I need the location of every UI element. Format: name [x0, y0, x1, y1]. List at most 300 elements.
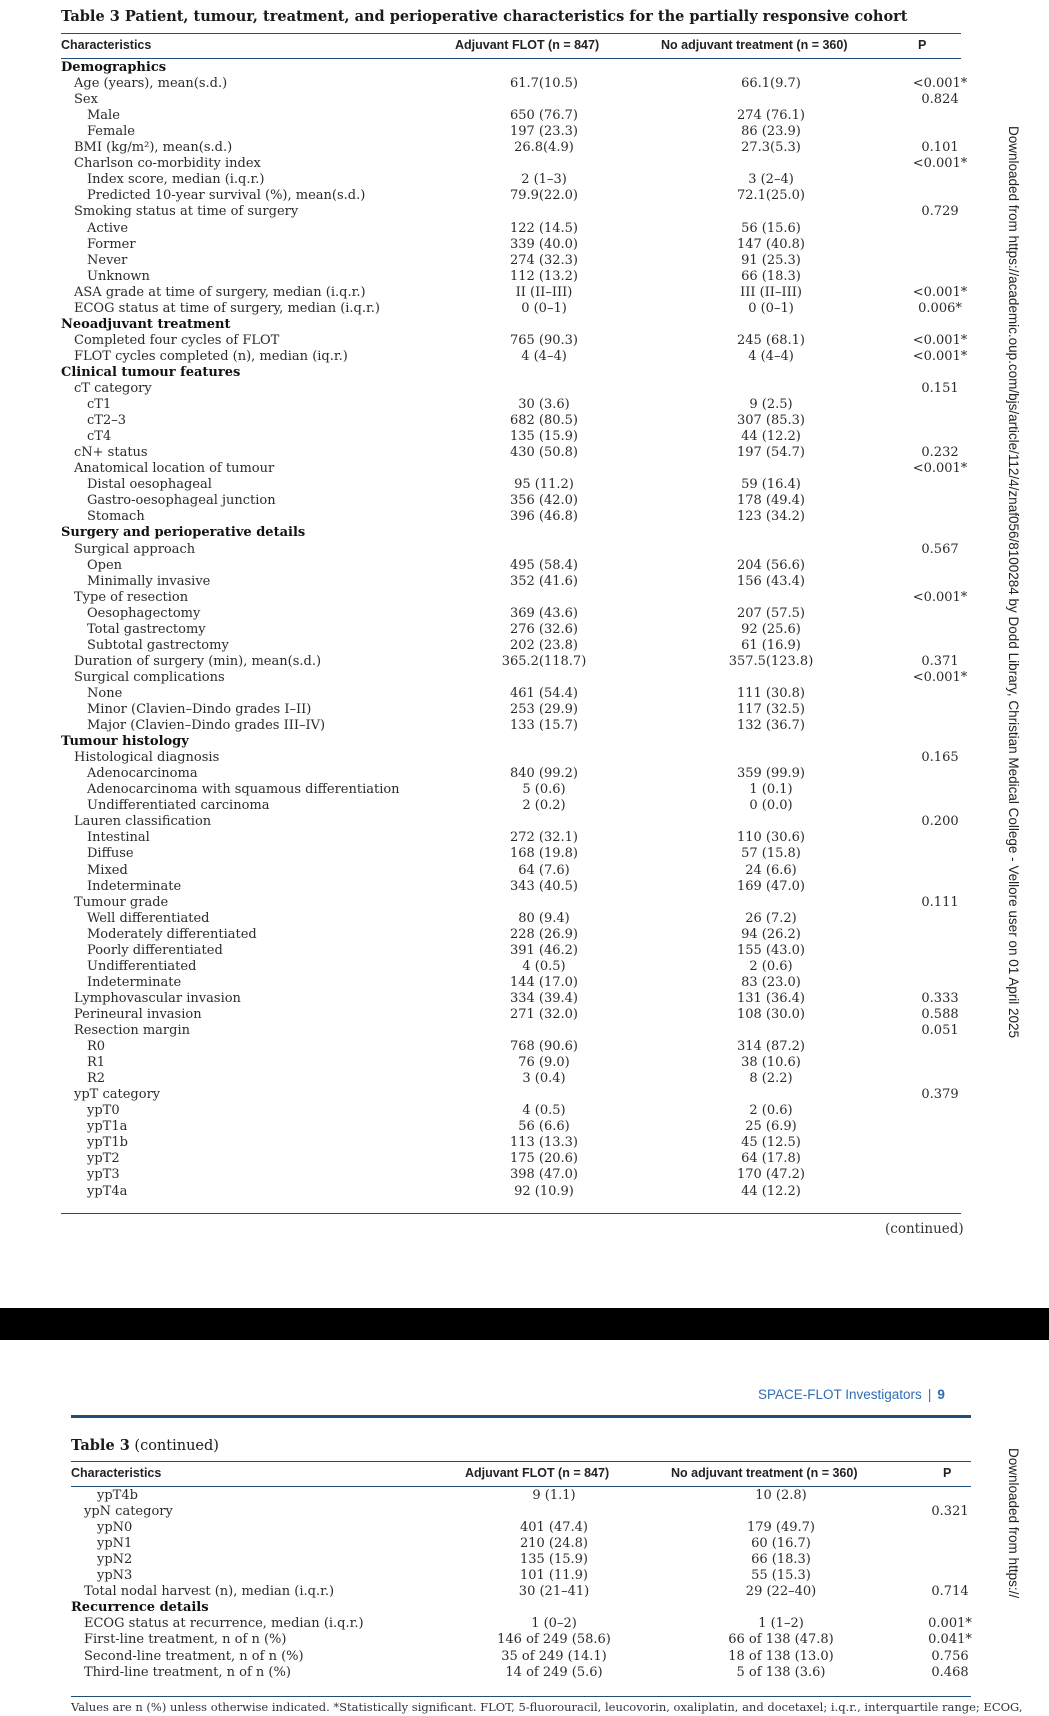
- table-row: [0, 943, 1049, 959]
- flot-value: 276 (32.6): [509, 621, 579, 637]
- flot-value: 113 (13.3): [509, 1135, 579, 1151]
- row-label: Major (Clavien–Dindo grades III–IV): [87, 718, 326, 734]
- p-value: 0.756: [931, 1648, 969, 1664]
- table-row: [0, 92, 1049, 108]
- no-adjuvant-value: 66 of 138 (47.8): [728, 1632, 834, 1648]
- flot-value: 30 (3.6): [518, 397, 570, 413]
- row-label: Perineural invasion: [74, 1006, 202, 1022]
- flot-value: 228 (26.9): [509, 926, 579, 942]
- flot-value: 135 (15.9): [509, 429, 579, 445]
- table-row: [0, 1087, 1049, 1103]
- row-label: Resection margin: [74, 1023, 190, 1038]
- table-title: Table 3 Patient, tumour, treatment, and perioperative characteristics for the partially responsive cohort: [61, 8, 908, 25]
- section-heading-row: [0, 365, 1049, 381]
- table-row: [0, 1504, 1049, 1520]
- row-label: Poorly differentiated: [87, 942, 223, 958]
- no-adjuvant-value: 3 (2–4): [748, 172, 794, 188]
- row-label: Lymphovascular invasion: [74, 990, 241, 1006]
- row-label: Third-line treatment, n of n (%): [84, 1664, 291, 1680]
- flot-value: 197 (23.3): [509, 124, 579, 140]
- table-row: [0, 477, 1049, 493]
- table-row: [0, 959, 1049, 975]
- p-value: 0.567: [921, 541, 959, 557]
- row-label: Indeterminate: [87, 974, 182, 990]
- no-adjuvant-value: 59 (16.4): [741, 477, 801, 493]
- table-row: [0, 1568, 1049, 1584]
- table-row: [0, 863, 1049, 879]
- p-value: 0.714: [931, 1584, 969, 1600]
- table-row: [0, 1632, 1049, 1648]
- no-adjuvant-value: 2 (0.6): [749, 958, 793, 974]
- no-adjuvant-value: 179 (49.7): [746, 1520, 816, 1536]
- flot-value: 92 (10.9): [514, 1183, 574, 1199]
- no-adjuvant-value: 169 (47.0): [736, 878, 806, 894]
- row-label: Subtotal gastrectomy: [87, 637, 229, 653]
- row-label: ypT3: [87, 1167, 120, 1183]
- no-adjuvant-value: 18 of 138 (13.0): [728, 1648, 834, 1664]
- table-row: [0, 445, 1049, 461]
- row-label: cT2–3: [87, 413, 126, 429]
- table-row: [0, 381, 1049, 397]
- row-label: Undifferentiated carcinoma: [87, 798, 270, 814]
- p-value: 0.333: [921, 990, 959, 1006]
- p-value: 0.200: [921, 814, 959, 830]
- flot-value: 56 (6.6): [518, 1119, 570, 1135]
- flot-value: 168 (19.8): [509, 846, 579, 862]
- table-row: [0, 124, 1049, 140]
- no-adjuvant-value: 147 (40.8): [736, 236, 806, 252]
- flot-value: 682 (80.5): [509, 413, 579, 429]
- no-adjuvant-value: 61 (16.9): [741, 637, 801, 653]
- no-adjuvant-value: 0 (0–1): [748, 300, 794, 316]
- p-value: <0.001*: [912, 156, 968, 172]
- flot-value: 4 (0.5): [522, 958, 566, 974]
- no-adjuvant-value: 123 (34.2): [736, 509, 806, 525]
- table-row: [0, 750, 1049, 766]
- row-label: ypT1b: [87, 1135, 128, 1151]
- table-row: [0, 879, 1049, 895]
- table-bottom-rule: [61, 1213, 961, 1214]
- table-row: [0, 509, 1049, 525]
- table-row: [0, 413, 1049, 429]
- table-row: [0, 895, 1049, 911]
- row-label: ypN3: [97, 1568, 133, 1584]
- flot-value: 339 (40.0): [509, 236, 579, 252]
- flot-value: 430 (50.8): [509, 445, 579, 461]
- no-adjuvant-value: 56 (15.6): [741, 220, 801, 236]
- table-row: [0, 830, 1049, 846]
- row-label: ypT4a: [87, 1183, 128, 1199]
- row-label: Well differentiated: [87, 910, 210, 926]
- flot-value: 135 (15.9): [519, 1552, 589, 1568]
- table-row: [0, 846, 1049, 862]
- no-adjuvant-value: 86 (23.9): [741, 124, 801, 140]
- no-adjuvant-value: 156 (43.4): [736, 573, 806, 589]
- flot-value: 2 (0.2): [522, 798, 566, 814]
- table-row: [0, 76, 1049, 92]
- no-adjuvant-value: 108 (30.0): [736, 1006, 806, 1022]
- row-label: Undifferentiated: [87, 958, 197, 974]
- row-label: Anatomical location of tumour: [74, 461, 275, 477]
- table-row: [0, 285, 1049, 301]
- table-row: [0, 606, 1049, 622]
- flot-value: 253 (29.9): [509, 702, 579, 717]
- running-head-title: SPACE-FLOT Investigators: [758, 1387, 922, 1402]
- p-value: <0.001*: [912, 284, 968, 300]
- row-label: Never: [87, 252, 128, 268]
- table-bottom-rule-2: [71, 1696, 971, 1697]
- p-value: <0.001*: [912, 461, 968, 477]
- row-label: Charlson co-morbidity index: [74, 156, 261, 172]
- table-row: [0, 686, 1049, 702]
- row-label: Index score, median (i.q.r.): [87, 172, 265, 188]
- no-adjuvant-value: 83 (23.0): [741, 974, 801, 990]
- table-row: [0, 782, 1049, 798]
- table-row: [0, 718, 1049, 734]
- table-row: [0, 975, 1049, 991]
- row-label: Distal oesophageal: [87, 477, 212, 493]
- no-adjuvant-value: 2 (0.6): [749, 1103, 793, 1119]
- no-adjuvant-value: 55 (15.3): [751, 1568, 811, 1584]
- table-row: [0, 1039, 1049, 1055]
- row-label: Surgical complications: [74, 669, 225, 685]
- row-label: Age (years), mean(s.d.): [74, 76, 228, 92]
- flot-value: 650 (76.7): [509, 108, 579, 124]
- no-adjuvant-value: 178 (49.4): [736, 493, 806, 509]
- row-label: Completed four cycles of FLOT: [74, 332, 280, 348]
- p-value: <0.001*: [912, 348, 968, 364]
- no-adjuvant-value: 359 (99.9): [736, 766, 806, 782]
- flot-value: 9 (1.1): [532, 1488, 576, 1503]
- table-top-rule: [61, 33, 961, 34]
- flot-value: 4 (0.5): [522, 1103, 566, 1119]
- table-row: [0, 1135, 1049, 1151]
- p-value: 0.101: [921, 140, 959, 156]
- flot-value: 76 (9.0): [518, 1055, 570, 1071]
- no-adjuvant-value: 314 (87.2): [736, 1039, 806, 1055]
- row-label: Total nodal harvest (n), median (i.q.r.): [84, 1584, 335, 1600]
- flot-value: 95 (11.2): [514, 477, 574, 493]
- flot-value: 840 (99.2): [509, 766, 579, 782]
- row-label: ypT2: [87, 1151, 120, 1167]
- row-label: Tumour grade: [74, 894, 169, 910]
- no-adjuvant-value: 207 (57.5): [736, 605, 806, 621]
- row-label: cN+ status: [74, 445, 148, 461]
- p-value: 0.321: [931, 1504, 969, 1520]
- no-adjuvant-value: 5 of 138 (3.6): [736, 1664, 826, 1680]
- table-row: [0, 204, 1049, 220]
- row-label: Stomach: [87, 509, 145, 525]
- no-adjuvant-value: 64 (17.8): [741, 1151, 801, 1167]
- row-label: BMI (kg/m²), mean(s.d.): [74, 140, 233, 156]
- flot-value: 3 (0.4): [522, 1071, 566, 1087]
- flot-value: 398 (47.0): [509, 1167, 579, 1183]
- no-adjuvant-value: 307 (85.3): [736, 413, 806, 429]
- p-value: <0.001*: [912, 76, 968, 92]
- row-label: ECOG status at recurrence, median (i.q.r.): [84, 1616, 364, 1632]
- table-row: [0, 493, 1049, 509]
- row-label: R0: [87, 1039, 106, 1055]
- row-label: cT4: [87, 429, 112, 445]
- no-adjuvant-value: 24 (6.6): [745, 862, 797, 878]
- p-value: 0.824: [921, 92, 959, 108]
- table-row: [0, 1071, 1049, 1087]
- row-label: Former: [87, 236, 136, 252]
- running-head-rule: [71, 1415, 971, 1418]
- row-label: Predicted 10-year survival (%), mean(s.d.): [87, 188, 366, 204]
- no-adjuvant-value: 4 (4–4): [748, 348, 794, 364]
- table-row: [0, 1103, 1049, 1119]
- table-row: [0, 1023, 1049, 1039]
- row-label: Adenocarcinoma: [87, 766, 198, 782]
- running-head: [758, 1387, 945, 1402]
- row-label: Smoking status at time of surgery: [74, 204, 299, 220]
- table-top-rule-2: [71, 1461, 971, 1462]
- table-row: [0, 397, 1049, 413]
- table-row: [0, 140, 1049, 156]
- row-label: ypN2: [97, 1552, 133, 1568]
- p-value: <0.001*: [912, 669, 968, 685]
- header-bottom-rule: [61, 58, 961, 59]
- flot-value: 495 (58.4): [509, 557, 579, 573]
- table-row: [0, 991, 1049, 1007]
- row-label: cT category: [74, 381, 152, 396]
- flot-value: 768 (90.6): [509, 1039, 579, 1055]
- flot-value: 146 of 249 (58.6): [497, 1632, 611, 1648]
- table-row: [0, 156, 1049, 172]
- table-row: [0, 1520, 1049, 1536]
- row-label: ypT category: [74, 1087, 161, 1103]
- flot-value: 112 (13.2): [509, 268, 579, 284]
- row-label: Mixed: [87, 862, 128, 878]
- download-watermark-2: Downloaded from https://: [1006, 1448, 1021, 1599]
- flot-value: 133 (15.7): [509, 718, 579, 734]
- no-adjuvant-value: 274 (76.1): [736, 108, 806, 124]
- table-row: [0, 188, 1049, 204]
- no-adjuvant-value: 117 (32.5): [736, 702, 806, 717]
- flot-value: 5 (0.6): [522, 782, 566, 798]
- flot-value: 2 (1–3): [521, 172, 567, 188]
- row-label: ypT4b: [97, 1488, 138, 1503]
- section-heading-row: [0, 317, 1049, 333]
- row-label: Oesophagectomy: [87, 605, 201, 621]
- continued-table-suffix: (continued): [129, 1438, 219, 1454]
- flot-value: 61.7(10.5): [509, 76, 579, 92]
- table-row: [0, 108, 1049, 124]
- section-heading-row: [0, 525, 1049, 541]
- flot-value: 334 (39.4): [509, 990, 579, 1006]
- table-row: [0, 269, 1049, 285]
- no-adjuvant-value: 170 (47.2): [736, 1167, 806, 1183]
- table-row: [0, 590, 1049, 606]
- row-label: ECOG status at time of surgery, median (i.q.r.): [74, 300, 381, 316]
- header-adjuvant-flot: Adjuvant FLOT (n = 847): [455, 38, 600, 52]
- no-adjuvant-value: 26 (7.2): [745, 910, 797, 926]
- table-row: [0, 301, 1049, 317]
- table-row: [0, 1649, 1049, 1665]
- table-row: [0, 237, 1049, 253]
- row-label: Tumour histology: [61, 734, 189, 750]
- no-adjuvant-value: 8 (2.2): [749, 1071, 793, 1087]
- flot-value: 272 (32.1): [509, 830, 579, 846]
- table-row: [0, 927, 1049, 943]
- row-label: Surgical approach: [74, 541, 196, 557]
- p-value: 0.468: [931, 1664, 969, 1680]
- table-row: [0, 798, 1049, 814]
- row-label: Second-line treatment, n of n (%): [84, 1648, 304, 1664]
- row-label: cT1: [87, 397, 112, 413]
- no-adjuvant-value: 110 (30.6): [736, 830, 806, 846]
- row-label: Clinical tumour features: [61, 364, 241, 380]
- row-label: Surgery and perioperative details: [61, 525, 306, 541]
- table-row: [0, 702, 1049, 718]
- no-adjuvant-value: 92 (25.6): [741, 621, 801, 637]
- flot-value: 401 (47.4): [519, 1520, 589, 1536]
- no-adjuvant-value: 44 (12.2): [741, 429, 801, 445]
- row-label: First-line treatment, n of n (%): [84, 1632, 287, 1648]
- table-row: [0, 461, 1049, 477]
- table-row: [0, 1184, 1049, 1200]
- no-adjuvant-value: 44 (12.2): [741, 1183, 801, 1199]
- page-2: [0, 1340, 1049, 1716]
- p-value: 0.051: [921, 1023, 959, 1038]
- row-label: Active: [87, 220, 129, 236]
- no-adjuvant-value: III (II–III): [740, 284, 802, 300]
- flot-value: 122 (14.5): [509, 220, 579, 236]
- row-label: Indeterminate: [87, 878, 182, 894]
- no-adjuvant-value: 10 (2.8): [755, 1488, 807, 1503]
- row-label: Total gastrectomy: [87, 621, 206, 637]
- header-p-value-2: P: [943, 1466, 952, 1480]
- row-label: R2: [87, 1071, 106, 1087]
- p-value: 0.001*: [928, 1616, 972, 1632]
- row-label: Male: [87, 108, 120, 124]
- no-adjuvant-value: 45 (12.5): [741, 1135, 801, 1151]
- p-value: 0.232: [921, 445, 959, 461]
- flot-value: 352 (41.6): [509, 573, 579, 589]
- continued-note: (continued): [885, 1221, 964, 1237]
- header-adjuvant-flot-2: Adjuvant FLOT (n = 847): [465, 1466, 610, 1480]
- flot-value: 343 (40.5): [509, 878, 579, 894]
- row-label: Duration of surgery (min), mean(s.d.): [74, 653, 322, 669]
- table-row: [0, 911, 1049, 927]
- running-head-separator: |: [927, 1387, 932, 1402]
- row-label: Adenocarcinoma with squamous differentiation: [87, 782, 400, 798]
- flot-value: 80 (9.4): [518, 910, 570, 926]
- row-label: ASA grade at time of surgery, median (i.q.r.): [74, 284, 366, 300]
- table-row: [0, 1488, 1049, 1504]
- row-label: R1: [87, 1055, 106, 1071]
- table-row: [0, 1151, 1049, 1167]
- flot-value: 202 (23.8): [509, 637, 579, 653]
- row-label: Minimally invasive: [87, 573, 211, 589]
- row-label: Histological diagnosis: [74, 750, 220, 766]
- flot-value: 14 of 249 (5.6): [505, 1664, 603, 1680]
- flot-value: 396 (46.8): [509, 509, 579, 525]
- p-value: 0.151: [921, 381, 959, 396]
- header-no-adjuvant: No adjuvant treatment (n = 360): [661, 38, 848, 52]
- table-row: [0, 814, 1049, 830]
- row-label: Open: [87, 557, 123, 573]
- p-value: <0.001*: [912, 332, 968, 348]
- table-footnote: Values are n (%) unless otherwise indicated. *Statistically significant. FLOT, 5-fluorouracil, leucovorin, oxaliplatin, and docetaxel; i.q.r., interquartile range; ECOG,: [71, 1700, 1023, 1714]
- no-adjuvant-value: 131 (36.4): [736, 990, 806, 1006]
- row-label: Diffuse: [87, 846, 134, 862]
- flot-value: 101 (11.9): [519, 1568, 589, 1584]
- flot-value: 175 (20.6): [509, 1151, 579, 1167]
- no-adjuvant-value: 1 (0.1): [749, 782, 793, 798]
- flot-value: 30 (21–41): [518, 1584, 590, 1600]
- page-number: 9: [937, 1387, 945, 1402]
- row-label: ypT1a: [87, 1119, 128, 1135]
- no-adjuvant-value: 66 (18.3): [741, 268, 801, 284]
- flot-value: 210 (24.8): [519, 1536, 589, 1552]
- row-label: ypT0: [87, 1103, 120, 1119]
- flot-value: 271 (32.0): [509, 1006, 579, 1022]
- row-label: Type of resection: [74, 589, 189, 605]
- no-adjuvant-value: 72.1(25.0): [736, 188, 806, 204]
- p-value: 0.041*: [928, 1632, 972, 1648]
- no-adjuvant-value: 111 (30.8): [736, 685, 806, 701]
- flot-value: 391 (46.2): [509, 942, 579, 958]
- no-adjuvant-value: 0 (0.0): [749, 798, 793, 814]
- row-label: Recurrence details: [71, 1600, 209, 1616]
- no-adjuvant-value: 25 (6.9): [745, 1119, 797, 1135]
- header-bottom-rule-2: [71, 1486, 971, 1487]
- flot-value: II (II–III): [515, 284, 573, 300]
- no-adjuvant-value: 29 (22–40): [745, 1584, 817, 1600]
- table-row: [0, 574, 1049, 590]
- row-label: Female: [87, 124, 135, 140]
- no-adjuvant-value: 132 (36.7): [736, 718, 806, 734]
- row-label: Lauren classification: [74, 814, 212, 830]
- p-value: 0.006*: [918, 300, 962, 316]
- no-adjuvant-value: 57 (15.8): [741, 846, 801, 862]
- continued-table-label: Table 3: [71, 1437, 130, 1454]
- table-row: [0, 766, 1049, 782]
- no-adjuvant-value: 94 (26.2): [741, 926, 801, 942]
- no-adjuvant-value: 38 (10.6): [741, 1055, 801, 1071]
- flot-value: 369 (43.6): [509, 605, 579, 621]
- header-p-value: P: [918, 38, 927, 52]
- section-heading-row: [0, 734, 1049, 750]
- table-row: [0, 221, 1049, 237]
- flot-value: 274 (32.3): [509, 252, 579, 268]
- table-row: [0, 1167, 1049, 1183]
- p-value: 0.729: [921, 204, 959, 220]
- section-heading-row: [0, 60, 1049, 76]
- row-label: ypN0: [97, 1520, 133, 1536]
- p-value: 0.588: [921, 1006, 959, 1022]
- table-row: [0, 429, 1049, 445]
- row-label: Neoadjuvant treatment: [61, 316, 231, 332]
- no-adjuvant-value: 204 (56.6): [736, 557, 806, 573]
- table-row: [0, 1665, 1049, 1681]
- section-heading-row: [0, 1600, 1049, 1616]
- table-row: [0, 1616, 1049, 1632]
- p-value: <0.001*: [912, 589, 968, 605]
- flot-value: 26.8(4.9): [514, 140, 574, 156]
- flot-value: 64 (7.6): [518, 862, 570, 878]
- no-adjuvant-value: 1 (1–2): [758, 1616, 804, 1632]
- table-row: [0, 1552, 1049, 1568]
- p-value: 0.111: [921, 894, 959, 910]
- table-row: [0, 654, 1049, 670]
- flot-value: 144 (17.0): [509, 974, 579, 990]
- row-label: ypN category: [84, 1504, 173, 1520]
- table-row: [0, 1007, 1049, 1023]
- flot-value: 1 (0–2): [531, 1616, 577, 1632]
